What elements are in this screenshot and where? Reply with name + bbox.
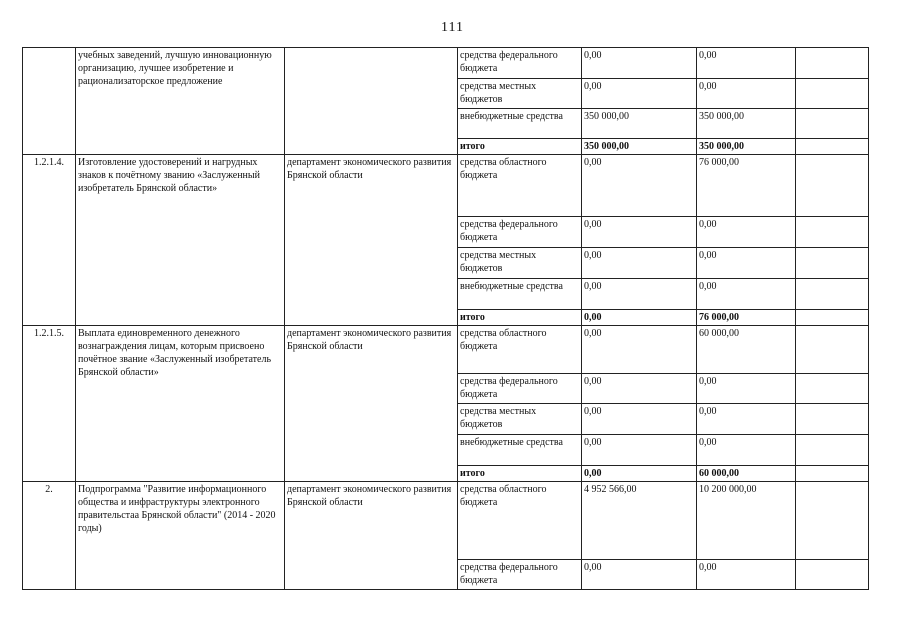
total-amount: 76 000,00 xyxy=(697,310,796,326)
empty-cell xyxy=(796,560,869,590)
amount-cell: 0,00 xyxy=(697,279,796,310)
executor xyxy=(285,48,458,155)
table-row xyxy=(23,482,869,560)
empty-cell xyxy=(796,310,869,326)
empty-cell xyxy=(796,326,869,374)
funding-source: средства местных бюджетов xyxy=(458,404,582,435)
amount-cell: 60 000,00 xyxy=(697,326,796,374)
amount-cell: 0,00 xyxy=(582,79,697,109)
amount-cell: 0,00 xyxy=(582,248,697,279)
empty-cell xyxy=(796,466,869,482)
budget-table xyxy=(22,47,869,590)
empty-cell xyxy=(796,79,869,109)
total-label: итого xyxy=(458,310,582,326)
empty-cell xyxy=(796,139,869,155)
amount-cell: 10 200 000,00 xyxy=(697,482,796,560)
table-row xyxy=(23,326,869,374)
amount-cell: 0,00 xyxy=(582,279,697,310)
activity-name: Подпрограмма "Развитие информационного общества и инфраструктуры электронного правительстаа Брянской области" (2014 - 2020 годы) xyxy=(76,482,285,590)
total-amount: 350 000,00 xyxy=(582,139,697,155)
empty-cell xyxy=(796,482,869,560)
empty-cell xyxy=(796,48,869,79)
funding-source: средства областного бюджета xyxy=(458,482,582,560)
activity-name: Выплата единовременного денежного вознаграждения лицам, которым присвоено почётное звание «Заслуженный изобретатель Брянской области» xyxy=(76,326,285,482)
amount-cell: 0,00 xyxy=(582,374,697,404)
amount-cell: 350 000,00 xyxy=(697,109,796,139)
executor: департамент экономического развития Брянской области xyxy=(285,155,458,326)
amount-cell: 76 000,00 xyxy=(697,155,796,217)
amount-cell: 350 000,00 xyxy=(582,109,697,139)
amount-cell: 0,00 xyxy=(697,374,796,404)
row-number: 2. xyxy=(23,482,76,590)
funding-source: средства местных бюджетов xyxy=(458,79,582,109)
amount-cell: 4 952 566,00 xyxy=(582,482,697,560)
amount-cell: 0,00 xyxy=(582,155,697,217)
table-row xyxy=(23,155,869,217)
total-amount: 0,00 xyxy=(582,310,697,326)
empty-cell xyxy=(796,374,869,404)
executor: департамент экономического развития Брянской области xyxy=(285,482,458,590)
total-label: итого xyxy=(458,466,582,482)
funding-source: средства федерального бюджета xyxy=(458,217,582,248)
total-amount: 60 000,00 xyxy=(697,466,796,482)
funding-source: средства федерального бюджета xyxy=(458,560,582,590)
amount-cell: 0,00 xyxy=(582,404,697,435)
funding-source: средства областного бюджета xyxy=(458,326,582,374)
amount-cell: 0,00 xyxy=(697,435,796,466)
funding-source: внебюджетные средства xyxy=(458,435,582,466)
empty-cell xyxy=(796,217,869,248)
row-number xyxy=(23,48,76,155)
amount-cell: 0,00 xyxy=(697,217,796,248)
total-amount: 350 000,00 xyxy=(697,139,796,155)
activity-name: Изготовление удостоверений и нагрудных знаков к почётному званию «Заслуженный изобретатель Брянской области» xyxy=(76,155,285,326)
row-number: 1.2.1.4. xyxy=(23,155,76,326)
page-number: 111 xyxy=(441,20,464,35)
amount-cell: 0,00 xyxy=(697,248,796,279)
table-row xyxy=(23,48,869,79)
total-label: итого xyxy=(458,139,582,155)
empty-cell xyxy=(796,155,869,217)
amount-cell: 0,00 xyxy=(697,79,796,109)
amount-cell: 0,00 xyxy=(582,326,697,374)
amount-cell: 0,00 xyxy=(582,560,697,590)
amount-cell: 0,00 xyxy=(697,560,796,590)
amount-cell: 0,00 xyxy=(582,48,697,79)
funding-source: средства федерального бюджета xyxy=(458,374,582,404)
executor: департамент экономического развития Брянской области xyxy=(285,326,458,482)
amount-cell: 0,00 xyxy=(582,435,697,466)
total-amount: 0,00 xyxy=(582,466,697,482)
amount-cell: 0,00 xyxy=(697,48,796,79)
row-number: 1.2.1.5. xyxy=(23,326,76,482)
empty-cell xyxy=(796,109,869,139)
activity-name: учебных заведений, лучшую инновационную организацию, лучшее изобретение и рационализаторское предложение xyxy=(76,48,285,155)
empty-cell xyxy=(796,404,869,435)
funding-source: средства местных бюджетов xyxy=(458,248,582,279)
funding-source: средства областного бюджета xyxy=(458,155,582,217)
funding-source: внебюджетные средства xyxy=(458,279,582,310)
empty-cell xyxy=(796,435,869,466)
funding-source: средства федерального бюджета xyxy=(458,48,582,79)
amount-cell: 0,00 xyxy=(697,404,796,435)
empty-cell xyxy=(796,248,869,279)
empty-cell xyxy=(796,279,869,310)
funding-source: внебюджетные средства xyxy=(458,109,582,139)
amount-cell: 0,00 xyxy=(582,217,697,248)
